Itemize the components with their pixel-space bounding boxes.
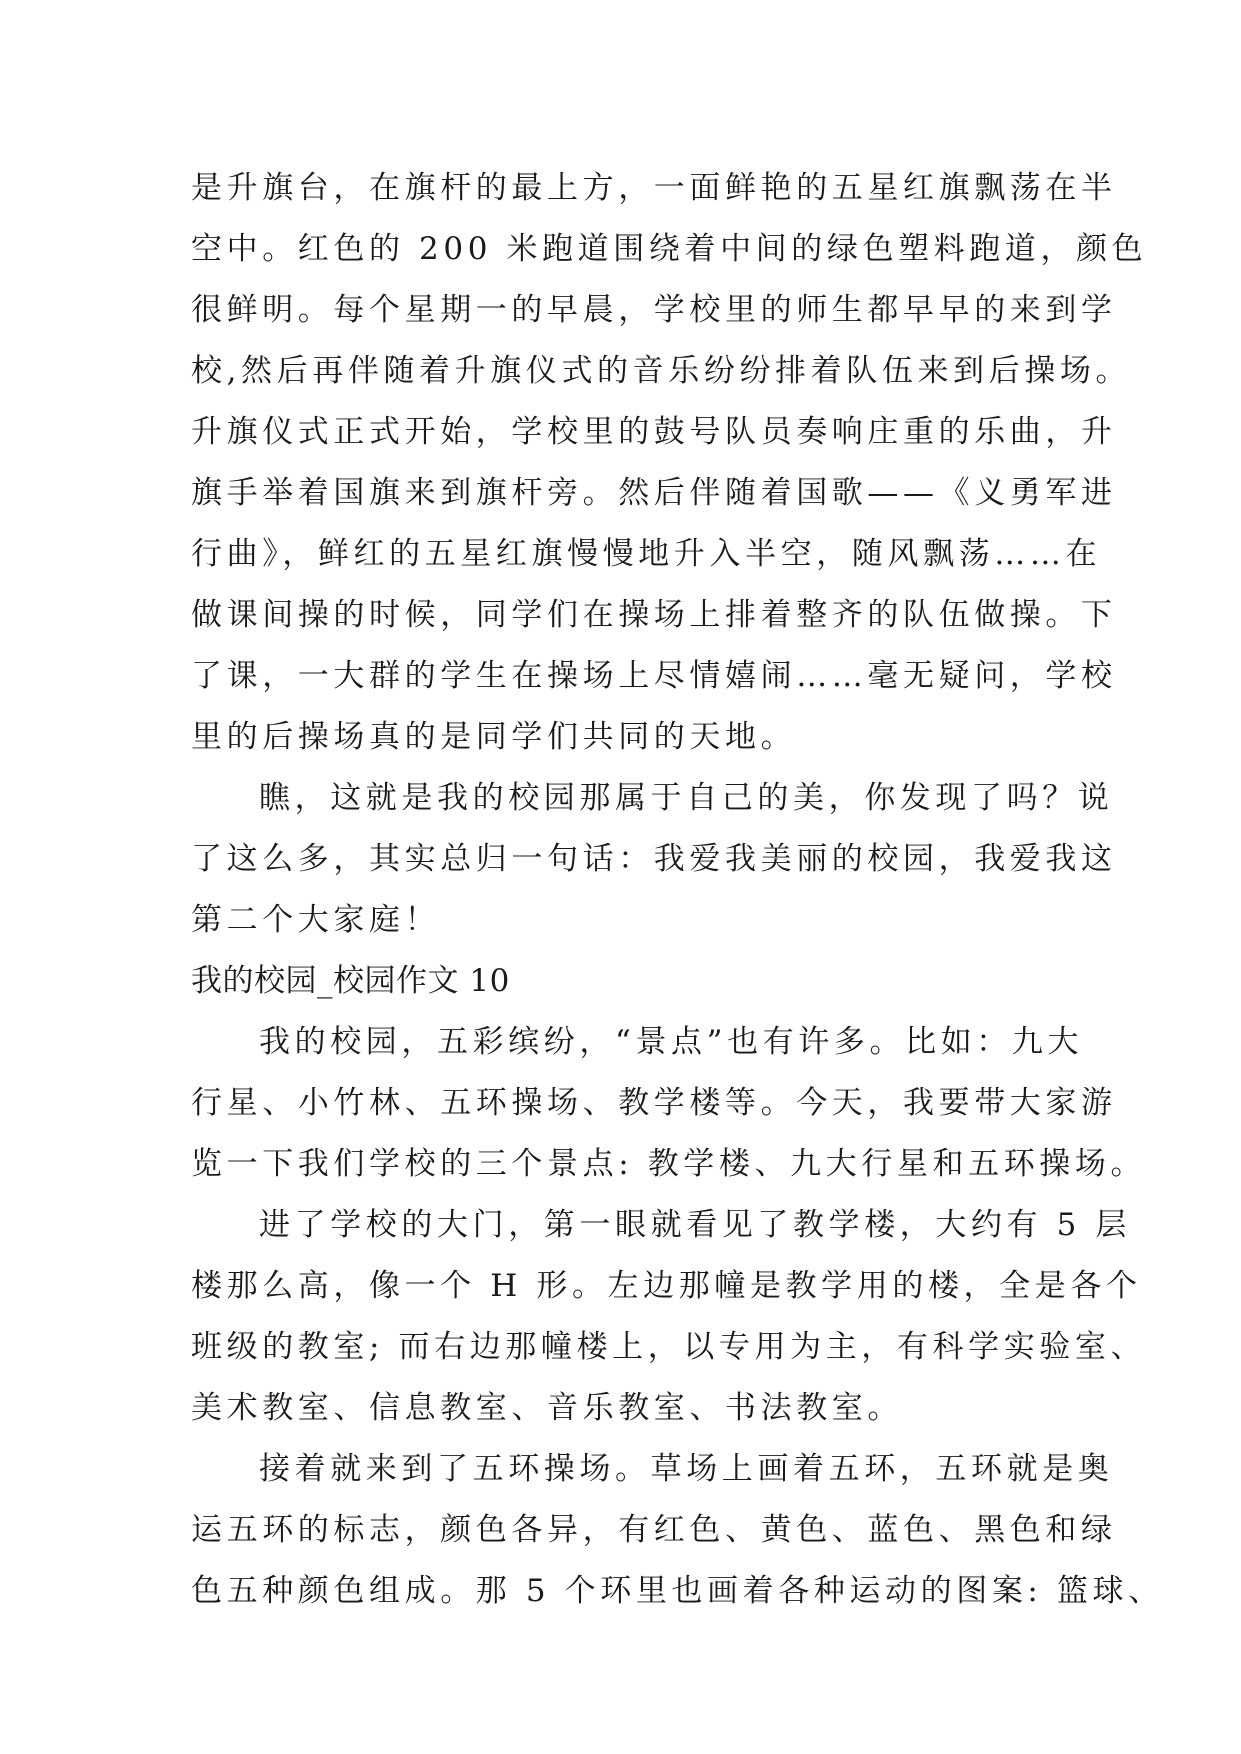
text-line: 校,然后再伴随着升旗仪式的音乐纷纷排着队伍来到后操场。 <box>191 353 1132 389</box>
text-line: 运五环的标志，颜色各异，有红色、黄色、蓝色、黑色和绿 <box>191 1512 1117 1548</box>
text-line: 第二个大家庭！ <box>191 902 441 938</box>
text-line: 很鲜明。每个星期一的早晨，学校里的师生都早早的来到学 <box>191 292 1117 328</box>
text-line: 班级的教室; 而右边那幢楼上，以专用为主，有科学实验室、 <box>191 1329 1147 1365</box>
text-line: 览一下我们学校的三个景点: 教学楼、九大行星和五环操场。 <box>191 1146 1147 1182</box>
text-line: 升旗仪式正式开始，学校里的鼓号队员奏响庄重的乐曲，升 <box>191 414 1117 450</box>
paragraph-5 <box>191 1439 1164 1622</box>
text-line: 进了学校的大门，第一眼就看见了教学楼，大约有 5 层 <box>259 1207 1132 1243</box>
text-line: 是升旗台，在旗杆的最上方，一面鲜艳的五星红旗飘荡在半 <box>191 170 1117 206</box>
text-line: 行曲》，鲜红的五星红旗慢慢地升入半空，随风飘荡……在 <box>191 536 1102 572</box>
text-line: 做课间操的时候，同学们在操场上排着整齐的队伍做操。下 <box>191 597 1117 633</box>
text-line: 我的校园，五彩缤纷，“景点”也有许多。比如：九大 <box>259 1024 1084 1060</box>
paragraph-4 <box>191 1195 1147 1439</box>
text-line: 色五种颜色组成。那 5 个环里也画着各种运动的图案: 篮球、 <box>191 1573 1164 1609</box>
text-line: 美术教室、信息教室、音乐教室、书法教室。 <box>191 1390 903 1426</box>
text-line: 接着就来到了五环操场。草场上画着五环，五环就是奥 <box>259 1451 1114 1487</box>
paragraph-1 <box>191 158 1148 768</box>
text-line: 瞧，这就是我的校园那属于自己的美，你发现了吗？说 <box>259 780 1114 816</box>
text-line: 了课，一大群的学生在操场上尽情嬉闹……毫无疑问，学校 <box>191 658 1117 694</box>
text-line: 空中。红色的 200 米跑道围绕着中间的绿色塑料跑道，颜色 <box>191 231 1148 267</box>
text-line: 里的后操场真的是同学们共同的天地。 <box>191 719 797 755</box>
paragraph-3 <box>191 1012 1147 1195</box>
text-line: 楼那么高，像一个 H 形。左边那幢是教学用的楼，全是各个 <box>191 1268 1142 1304</box>
text-line: 旗手举着国旗来到旗杆旁。然后伴随着国歌——《义勇军进 <box>191 475 1117 511</box>
text-line: 行星、小竹林、五环操场、教学楼等。今天，我要带大家游 <box>191 1085 1117 1121</box>
section-heading: 我的校园_校园作文 10 <box>191 963 510 999</box>
paragraph-2 <box>191 768 1117 951</box>
document-body <box>191 158 1164 1622</box>
text-line: 了这么多，其实总归一句话：我爱我美丽的校园，我爱我这 <box>191 841 1117 877</box>
